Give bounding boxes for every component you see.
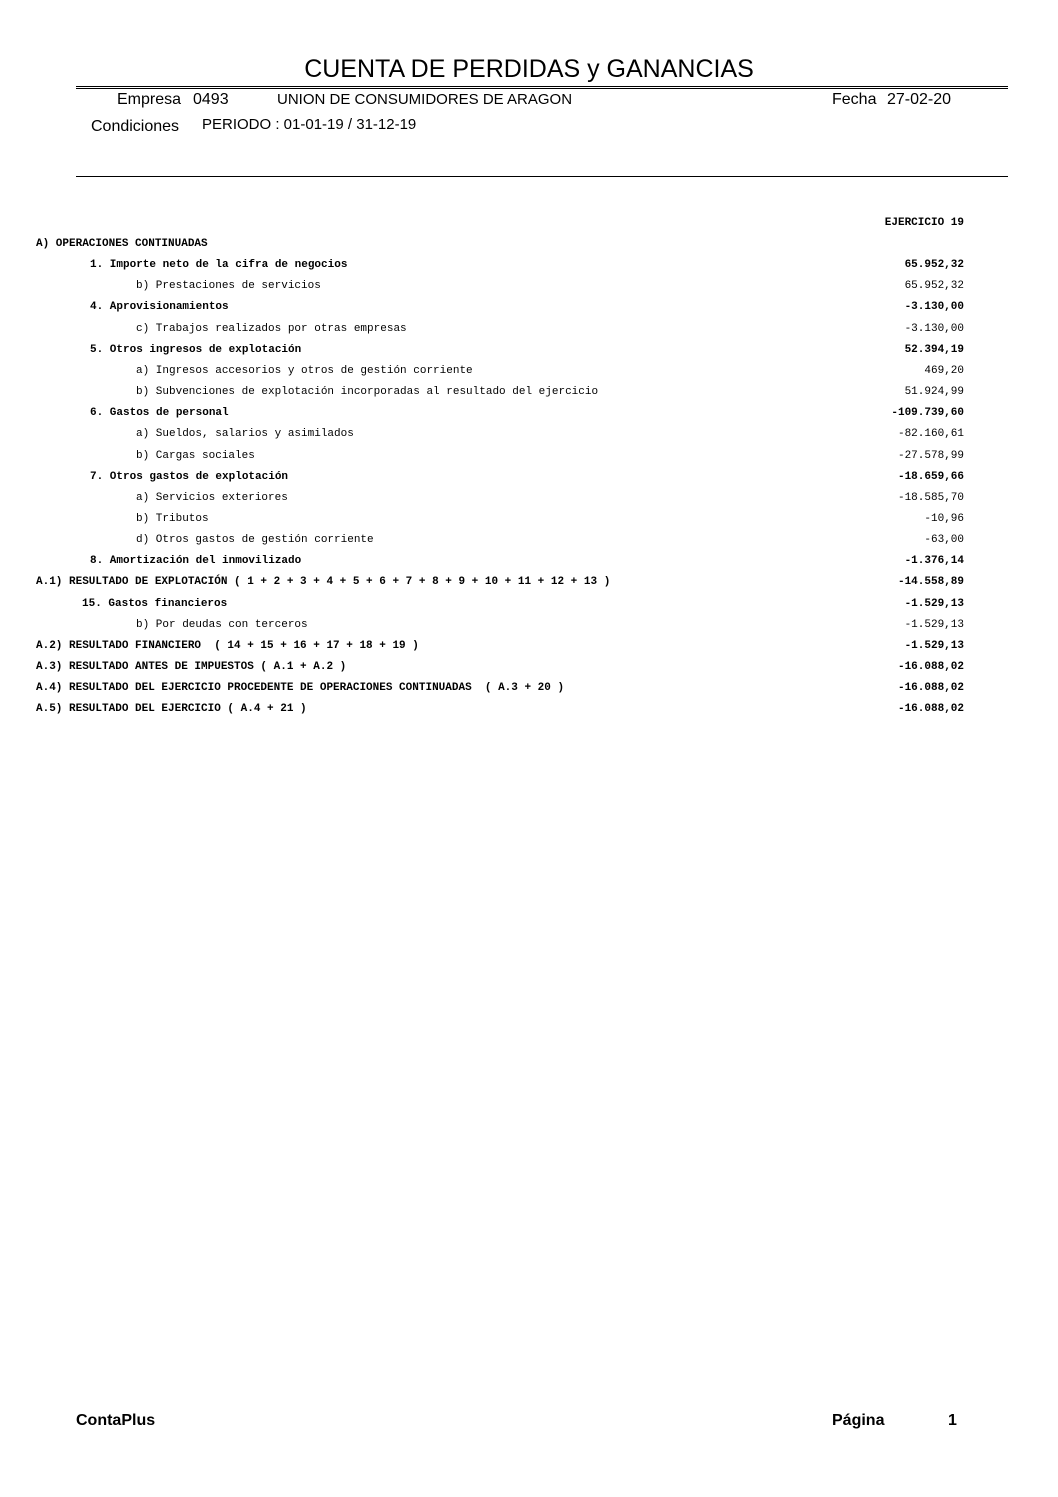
row-label: 7. Otros gastos de explotación <box>90 471 289 483</box>
row-label: b) Subvenciones de explotación incorporadas al resultado del ejercicio <box>136 386 599 398</box>
header-rule-bottom <box>76 176 1008 177</box>
row-value: -63,00 <box>924 534 964 546</box>
row-value: 65.952,32 <box>904 280 964 292</box>
header-rule-top <box>76 86 1008 89</box>
column-header: EJERCICIO 19 <box>884 217 964 229</box>
empresa-code: 0493 <box>193 91 229 108</box>
row-value: -109.739,60 <box>891 407 964 419</box>
condiciones-label: Condiciones <box>91 118 180 135</box>
row-label: b) Por deudas con terceros <box>136 619 308 631</box>
row-label: A) OPERACIONES CONTINUADAS <box>36 238 208 250</box>
row-label: d) Otros gastos de gestión corriente <box>136 534 374 546</box>
fecha-label: Fecha <box>832 91 877 108</box>
row-value: 65.952,32 <box>904 259 964 271</box>
row-label: a) Servicios exteriores <box>136 492 288 504</box>
row-value: -82.160,61 <box>897 428 964 440</box>
row-label: 6. Gastos de personal <box>90 407 229 419</box>
row-value: -16.088,02 <box>897 682 964 694</box>
row-label: A.1) RESULTADO DE EXPLOTACIÓN ( 1 + 2 + 3 + 4 + 5 + 6 + 7 + 8 + 9 + 10 + 11 + 12 + 13 ) <box>36 576 611 588</box>
fecha-value: 27-02-20 <box>887 91 952 108</box>
row-value: -16.088,02 <box>897 703 964 715</box>
row-label: 15. Gastos financieros <box>82 598 228 610</box>
row-value: 52.394,19 <box>904 344 964 356</box>
row-value: -3.130,00 <box>904 301 964 313</box>
row-label: A.3) RESULTADO ANTES DE IMPUESTOS ( A.1 + A.2 ) <box>36 661 347 673</box>
row-value: 51.924,99 <box>904 386 964 398</box>
row-value: -1.376,14 <box>904 555 964 567</box>
row-value: -16.088,02 <box>897 661 964 673</box>
row-value: -1.529,13 <box>904 619 964 631</box>
footer-page-number: 1 <box>948 1412 957 1429</box>
row-label: b) Prestaciones de servicios <box>136 280 321 292</box>
company-name: UNION DE CONSUMIDORES DE ARAGON <box>277 91 573 108</box>
row-label: 1. Importe neto de la cifra de negocios <box>90 259 348 271</box>
row-label: a) Ingresos accesorios y otros de gestión corriente <box>136 365 473 377</box>
row-value: -14.558,89 <box>897 576 964 588</box>
row-label: A.4) RESULTADO DEL EJERCICIO PROCEDENTE DE OPERACIONES CONTINUADAS ( A.3 + 20 ) <box>36 682 565 694</box>
row-label: A.2) RESULTADO FINANCIERO ( 14 + 15 + 16 + 17 + 18 + 19 ) <box>36 640 419 652</box>
row-value: -10,96 <box>924 513 964 525</box>
row-value: -27.578,99 <box>897 450 964 462</box>
row-value: 469,20 <box>924 365 964 377</box>
footer-app-name: ContaPlus <box>76 1412 156 1429</box>
row-value: -1.529,13 <box>904 598 964 610</box>
row-label: b) Tributos <box>136 513 209 525</box>
row-label: A.5) RESULTADO DEL EJERCICIO ( A.4 + 21 ) <box>36 703 307 715</box>
periodo-value: PERIODO : 01-01-19 / 31-12-19 <box>202 116 417 133</box>
row-label: a) Sueldos, salarios y asimilados <box>136 428 354 440</box>
row-value: -3.130,00 <box>904 323 964 335</box>
row-label: b) Cargas sociales <box>136 450 255 462</box>
page-title: CUENTA DE PERDIDAS y GANANCIAS <box>304 55 754 83</box>
row-label: 4. Aprovisionamientos <box>90 301 229 313</box>
footer-page-label: Página <box>832 1412 885 1429</box>
empresa-label: Empresa <box>117 91 182 108</box>
row-label: 8. Amortización del inmovilizado <box>90 555 302 567</box>
row-value: -1.529,13 <box>904 640 964 652</box>
row-label: 5. Otros ingresos de explotación <box>90 344 302 356</box>
row-value: -18.659,66 <box>897 471 964 483</box>
row-label: c) Trabajos realizados por otras empresas <box>136 323 407 335</box>
row-value: -18.585,70 <box>897 492 964 504</box>
